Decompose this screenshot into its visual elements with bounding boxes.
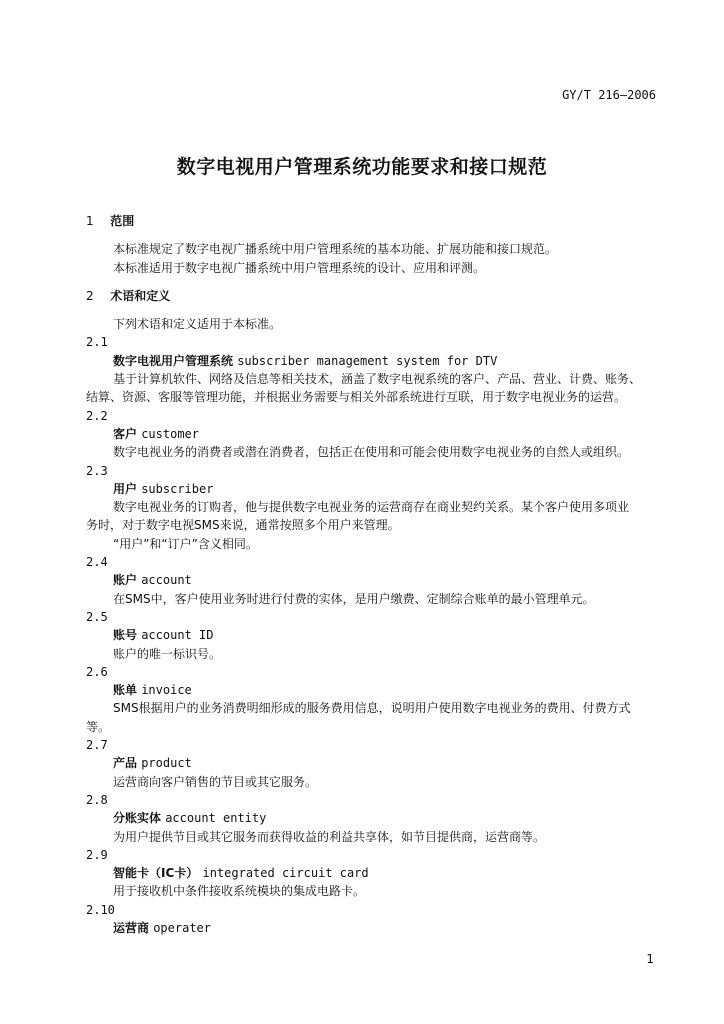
section-1-heading xyxy=(86,212,658,230)
term-en: subscriber xyxy=(141,481,214,496)
term-cn: 智能卡（IC卡） xyxy=(113,866,199,881)
document-body xyxy=(86,212,658,937)
term-heading xyxy=(86,425,658,443)
term-en: customer xyxy=(141,426,199,441)
document-title: 数字电视用户管理系统功能要求和接口规范 xyxy=(176,156,548,178)
definition-text: 在SMS中，客户使用业务时进行付费的实体，是用户缴费、定制综合账单的最小管理单元。 xyxy=(113,591,595,606)
clause-number: 2.10 xyxy=(86,902,115,917)
clause-number: 2.3 xyxy=(86,463,108,478)
definition-text: 基于计算机软件、网络及信息等相关技术，涵盖了数字电视系统的客户、产品、营业、计费、账务、 xyxy=(113,372,642,387)
term-en: operater xyxy=(153,920,211,935)
term-cn: 分账实体 xyxy=(113,811,162,826)
definition-text: SMS根据用户的业务消费明细形成的服务费用信息，说明用户使用数字电视业务的费用、付费方式 xyxy=(113,701,631,716)
term-en: integrated circuit card xyxy=(202,866,369,881)
page-number: 1 xyxy=(646,952,654,966)
term-heading xyxy=(86,480,658,498)
definition-text: 运营商向客户销售的节目或其它服务。 xyxy=(113,774,318,789)
term-en: invoice xyxy=(141,683,192,698)
clause-number: 2.5 xyxy=(86,609,108,624)
clause-number: 2.8 xyxy=(86,792,108,807)
standard-code: GY/T 216—2006 xyxy=(562,88,656,102)
section-title: 术语和定义 xyxy=(110,288,171,303)
term-cn: 产品 xyxy=(113,756,138,771)
definition-text: 等。 xyxy=(86,719,111,734)
term-heading xyxy=(86,352,658,370)
section-number: 2 xyxy=(86,288,94,303)
definition-text: 数字电视业务的订购者，他与提供数字电视业务的运营商存在商业契约关系。某个客户使用多项业 xyxy=(113,500,630,515)
term-heading xyxy=(86,919,658,937)
definition-text: 用于接收机中条件接收系统模块的集成电路卡。 xyxy=(113,884,366,899)
clause-number: 2.7 xyxy=(86,738,108,753)
paragraph: 本标准适用于数字电视广播系统中用户管理系统的设计、应用和评测。 xyxy=(113,260,486,275)
term-en: account ID xyxy=(141,628,214,643)
term-en: account xyxy=(141,573,192,588)
term-heading xyxy=(86,864,658,882)
term-heading xyxy=(86,626,658,644)
term-en: product xyxy=(141,756,192,771)
term-en: subscriber management system for DTV xyxy=(237,353,498,368)
term-en: account entity xyxy=(165,811,267,826)
clause-number: 2.6 xyxy=(86,664,108,679)
term-cn: 账单 xyxy=(113,683,138,698)
section-number: 1 xyxy=(86,214,94,228)
term-cn: 客户 xyxy=(113,426,138,441)
term-cn: 运营商 xyxy=(113,920,150,935)
term-cn: 用户 xyxy=(113,481,138,496)
section-title: 范围 xyxy=(110,214,135,228)
term-heading xyxy=(86,571,658,589)
term-cn: 账号 xyxy=(113,628,138,643)
section-2-heading xyxy=(86,287,658,305)
paragraph: 本标准规定了数字电视广播系统中用户管理系统的基本功能、扩展功能和接口规范。 xyxy=(113,242,558,257)
definition-text: 务时，对于数字电视SMS来说，通常按照多个用户来管理。 xyxy=(86,518,400,533)
definition-note: “用户”和“订户”含义相同。 xyxy=(113,536,258,551)
term-cn: 数字电视用户管理系统 xyxy=(113,353,234,368)
term-heading xyxy=(86,681,658,699)
definition-text: 数字电视业务的消费者或潜在消费者，包括正在使用和可能会使用数字电视业务的自然人或组织。 xyxy=(113,445,630,460)
clause-number: 2.4 xyxy=(86,555,108,570)
paragraph: 下列术语和定义适用于本标准。 xyxy=(113,317,282,332)
definition-text: 结算、资源、客服等管理功能，并根据业务需要与相关外部系统进行互联，用于数字电视业务的运营。 xyxy=(86,390,627,405)
clause-number: 2.1 xyxy=(86,335,108,350)
clause-number: 2.2 xyxy=(86,408,108,423)
term-heading xyxy=(86,754,658,772)
definition-text: 账户的唯一标识号。 xyxy=(113,646,222,661)
term-cn: 账户 xyxy=(113,573,138,588)
clause-number: 2.9 xyxy=(86,847,108,862)
term-heading xyxy=(86,809,658,827)
definition-text: 为用户提供节目或其它服务而获得收益的利益共享体，如节目提供商，运营商等。 xyxy=(113,829,546,844)
